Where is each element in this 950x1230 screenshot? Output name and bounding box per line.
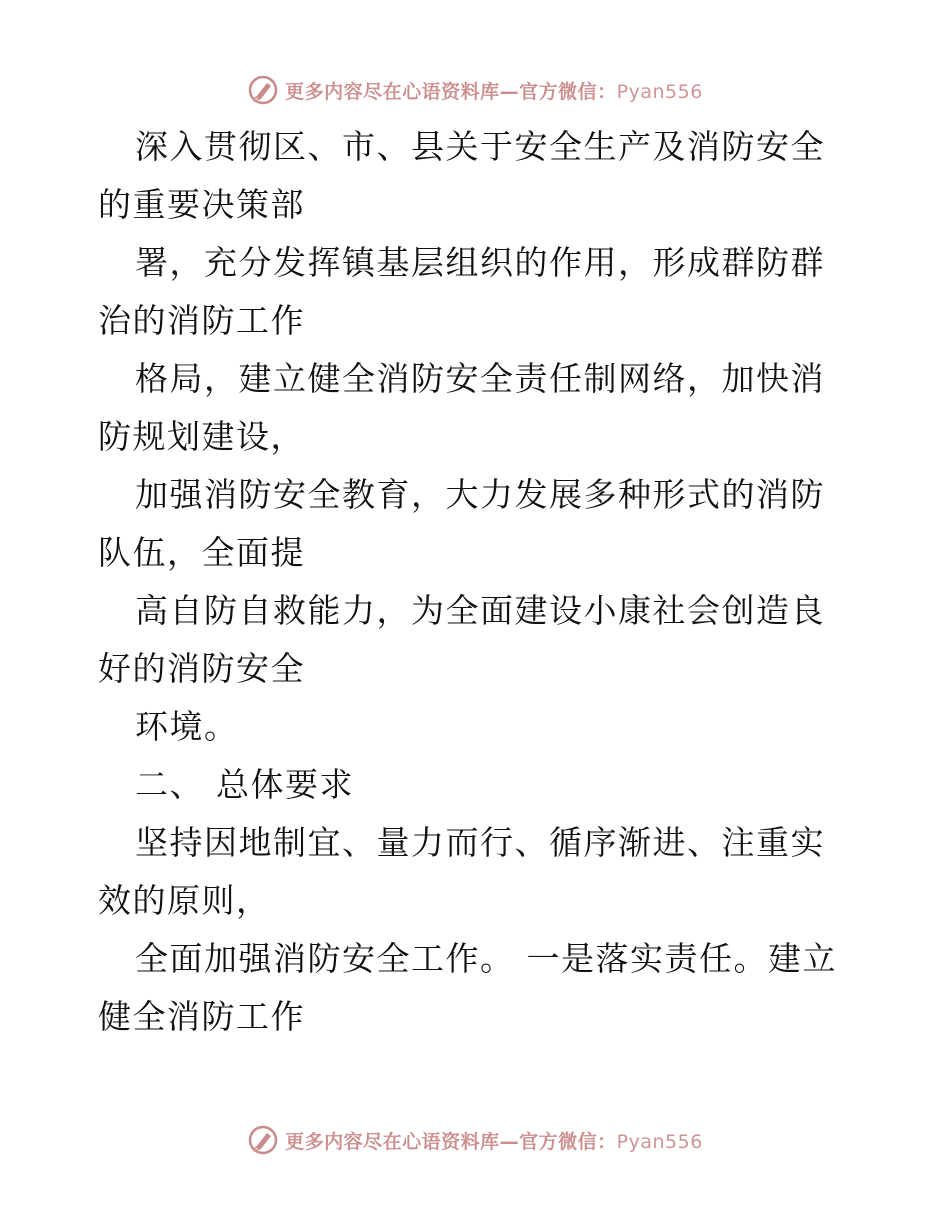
- paragraph-5: 高自防自救能力，为全面建设小康社会创造良好的消防安全: [98, 591, 825, 688]
- pen-logo-icon: [247, 1124, 279, 1156]
- section-heading: 二、 总体要求: [135, 765, 354, 804]
- paragraph-6: 环境。: [135, 707, 239, 746]
- paragraph-3: 格局，建立健全消防安全责任制网络，加快消防规划建设，: [98, 359, 825, 456]
- watermark-cn-text: 更多内容尽在心语资料库—官方微信：: [285, 1130, 617, 1153]
- watermark-text: [285, 1127, 703, 1154]
- paragraph-1: 深入贯彻区、市、县关于安全生产及消防安全的重要决策部: [98, 127, 825, 224]
- paragraph-7: 坚持因地制宜、量力而行、循序渐进、注重实效的原则，: [98, 823, 825, 920]
- paragraph-2: 署，充分发挥镇基层组织的作用，形成群防群治的消防工作: [98, 243, 825, 340]
- pen-logo-icon: [247, 74, 279, 106]
- header-watermark: [0, 70, 950, 110]
- watermark-wechat-id: Pyan556: [616, 1130, 703, 1153]
- paragraph-8: 全面加强消防安全工作。 一是落实责任。建立健全消防工作: [98, 939, 837, 1036]
- document-body: [98, 118, 858, 1046]
- watermark-text: [285, 77, 703, 104]
- watermark-wechat-id: Pyan556: [616, 80, 703, 103]
- footer-watermark: [0, 1120, 950, 1160]
- paragraph-4: 加强消防安全教育，大力发展多种形式的消防队伍，全面提: [98, 475, 825, 572]
- watermark-cn-text: 更多内容尽在心语资料库—官方微信：: [285, 80, 617, 103]
